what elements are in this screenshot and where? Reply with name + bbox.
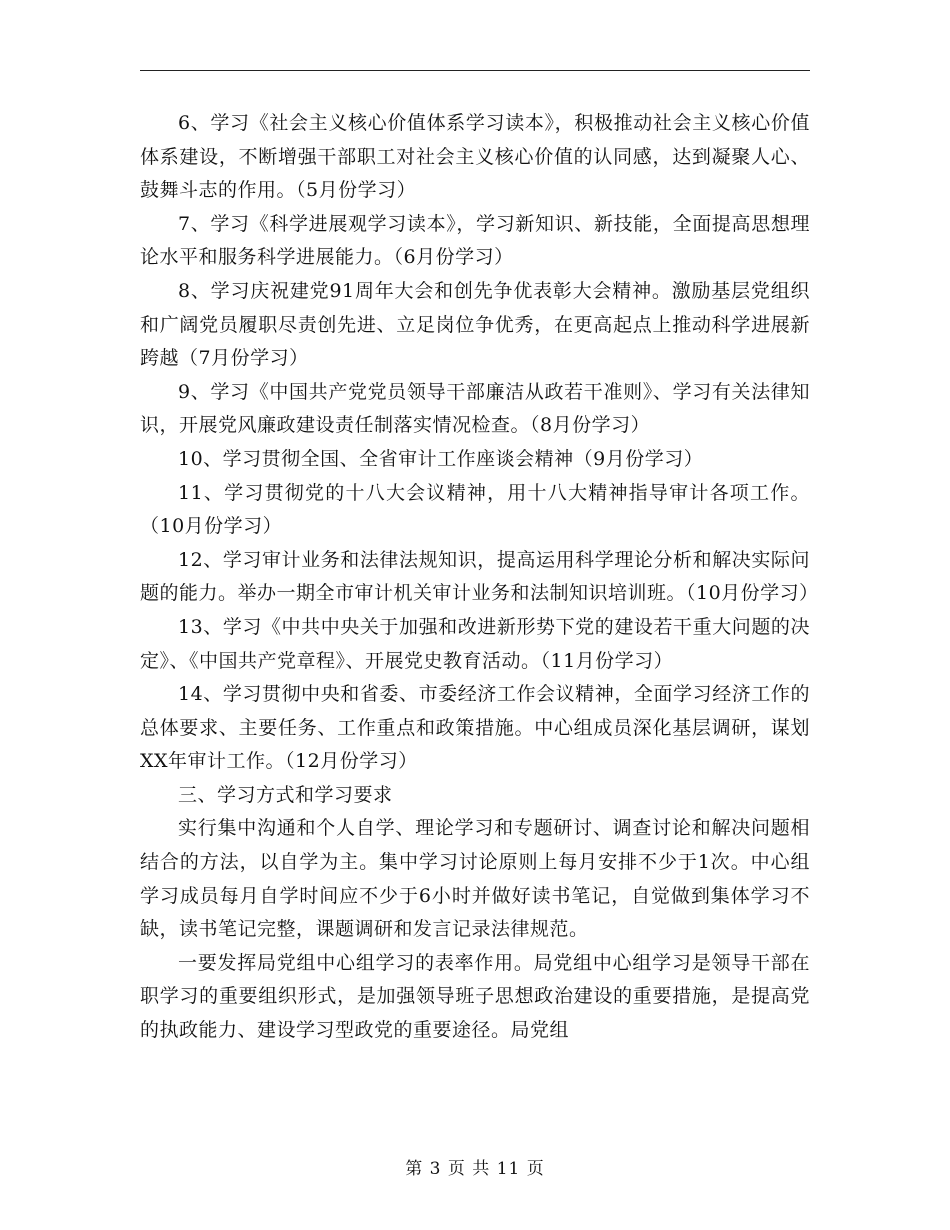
paragraph-item-10: 10、学习贯彻全国、全省审计工作座谈会精神（9月份学习）	[178, 447, 704, 470]
paragraph-item-8: 8、学习庆祝建党91周年大会和创先争优表彰大会精神。激励基层党组织和广阔党员履职尽责创先进、立足岗位争优秀，在更高起点上推动科学进展新跨越（7月份学习）	[140, 279, 810, 370]
paragraph-item-6: 6、学习《社会主义核心价值体系学习读本》，积极推动社会主义核心价值体系建设，不断增强干部职工对社会主义核心价值的认同感，达到凝聚人心、鼓舞斗志的作用。（5月份学习）	[140, 112, 810, 202]
paragraph-item-9: 9、学习《中国共产党党员领导干部廉洁从政若干准则》、学习有关法律知识，开展党风廉政建设责任制落实情况检查。（8月份学习）	[140, 380, 810, 437]
document-body	[140, 107, 819, 1048]
paragraph-item-7: 7、学习《科学进展观学习读本》，学习新知识、新技能，全面提高思想理论水平和服务科学进展能力。（6月份学习）	[140, 212, 810, 269]
paragraph-item-14: 14、学习贯彻中央和省委、市委经济工作会议精神，全面学习经济工作的总体要求、主要任务、工作重点和政策措施。中心组成员深化基层调研，谋划XX年审计工作。（12月份学习）	[140, 683, 810, 773]
paragraph-item-13: 13、学习《中共中央关于加强和改进新形势下党的建设若干重大问题的决定》、《中国共产党章程》、开展党史教育活动。（11月份学习）	[140, 615, 810, 672]
paragraph-requirement-1: 一要发挥局党组中心组学习的表率作用。局党组中心组学习是领导干部在职学习的重要组织形式，是加强领导班子思想政治建设的重要措施，是提高党的执政能力、建设学习型政党的重要途径。局党组	[140, 951, 810, 1042]
paragraph-study-method: 实行集中沟通和个人自学、理论学习和专题研讨、调查讨论和解决问题相结合的方法，以自学为主。集中学习讨论原则上每月安排不少于1次。中心组学习成员每月自学时间应不少于6小时并做好读书笔记，自觉做到集体学习不缺，读书笔记完整，课题调研和发言记录法律规范。	[140, 817, 810, 941]
section-heading: 三、学习方式和学习要求	[178, 783, 393, 806]
paragraph-item-11: 11、学习贯彻党的十八大会议精神，用十八大精神指导审计各项工作。（10月份学习）	[140, 481, 810, 538]
header-rule	[140, 70, 810, 71]
paragraph-item-12: 12、学习审计业务和法律法规知识，提高运用科学理论分析和解决实际问题的能力。举办一期全市审计机关审计业务和法制知识培训班。（10月份学习）	[140, 548, 819, 605]
page-number-footer: 第 3 页 共 11 页	[405, 1159, 545, 1179]
